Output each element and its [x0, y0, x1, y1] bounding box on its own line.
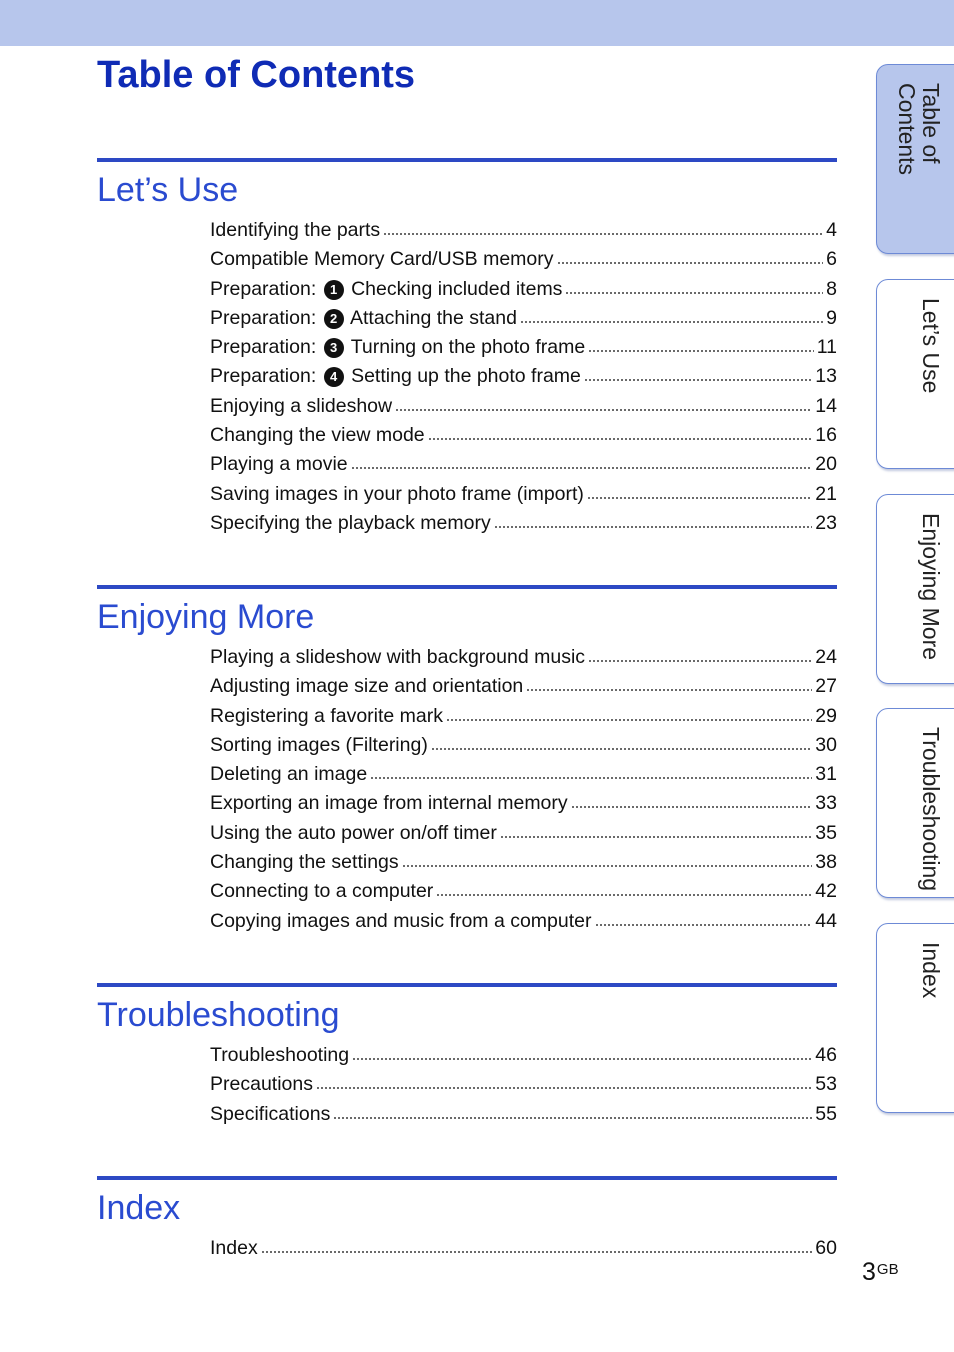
toc-entry-page: 33	[815, 792, 837, 815]
toc-entry[interactable]	[210, 1234, 837, 1263]
toc-entry-page: 30	[815, 733, 837, 756]
toc-entry-title	[210, 672, 523, 701]
dot-leader	[500, 836, 812, 838]
toc-entry-text: Setting up the photo frame	[351, 365, 581, 388]
toc-entry-page: 27	[815, 675, 837, 698]
section-divider	[97, 585, 837, 589]
dot-leader	[584, 379, 812, 381]
toc-entry-page: 14	[815, 394, 837, 417]
toc-entry-title	[210, 392, 392, 421]
toc-entry-text: Changing the settings	[210, 851, 399, 874]
toc-entries	[210, 1234, 837, 1263]
toc-entry-page: 29	[815, 704, 837, 727]
toc-entry[interactable]	[210, 1041, 837, 1070]
toc-entry-text: Connecting to a computer	[210, 880, 434, 903]
toc-entry-page: 4	[826, 219, 837, 241]
step-number-badge: 4	[324, 367, 344, 387]
toc-entry[interactable]	[210, 760, 837, 789]
section-index	[97, 1176, 837, 1263]
toc-entries	[210, 216, 837, 538]
section-divider	[97, 1176, 837, 1180]
toc-entry[interactable]	[210, 216, 837, 245]
toc-entry-text: Saving images in your photo frame (import)	[210, 482, 584, 505]
page-number	[862, 1258, 899, 1287]
toc-entry-title	[210, 362, 581, 391]
side-tab-label: Let’s Use	[918, 298, 944, 394]
toc-entry[interactable]	[210, 672, 837, 701]
toc-entry[interactable]	[210, 1100, 837, 1129]
toc-entry[interactable]	[210, 362, 837, 391]
toc-entry-text: Compatible Memory Card/USB memory	[210, 248, 554, 271]
toc-entry-title	[210, 643, 585, 672]
toc-entry-page: 24	[815, 646, 837, 668]
toc-entry-title	[210, 1070, 313, 1099]
dot-leader	[351, 467, 813, 469]
dot-leader	[588, 350, 814, 352]
toc-entry[interactable]	[210, 848, 837, 877]
toc-entry[interactable]	[210, 480, 837, 509]
toc-entry-page: 13	[815, 365, 837, 388]
toc-entry-page: 21	[815, 482, 837, 505]
toc-entry-title	[210, 245, 554, 274]
toc-entry-title	[210, 760, 367, 789]
toc-entry-page: 44	[815, 909, 837, 932]
toc-entry-page: 31	[815, 763, 837, 786]
toc-entry-prefix: Preparation:	[210, 306, 317, 329]
dot-leader	[333, 1117, 812, 1119]
dot-leader	[520, 321, 823, 323]
toc-entry-page: 6	[826, 248, 837, 271]
toc-entry-title	[210, 480, 584, 509]
dot-leader	[370, 777, 812, 779]
toc-entry-text: Identifying the parts	[210, 219, 381, 241]
toc-entry-prefix: Preparation:	[210, 365, 317, 388]
toc-entry-title	[210, 275, 562, 304]
toc-entry-page: 11	[816, 336, 837, 359]
toc-entry[interactable]	[210, 643, 837, 672]
side-tab-label: Index	[918, 942, 944, 999]
toc-entry-title	[210, 789, 568, 818]
toc-entry-text: Attaching the stand	[350, 306, 517, 329]
side-tab-index[interactable]	[876, 923, 954, 1113]
toc-entry-text: Adjusting image size and orientation	[210, 675, 524, 698]
toc-entries	[210, 643, 837, 936]
dot-leader	[557, 262, 824, 264]
toc-entry-title	[210, 877, 433, 906]
toc-entry-title	[210, 216, 380, 245]
dot-leader	[431, 748, 812, 750]
toc-entry-title	[210, 509, 491, 538]
toc-entry-text: Sorting images (Filtering)	[210, 733, 428, 756]
side-tab-enjoying-more[interactable]	[876, 494, 954, 684]
side-tab-troubleshooting[interactable]	[876, 708, 954, 898]
dot-leader	[588, 660, 812, 662]
section-enjoying-more	[97, 585, 837, 936]
toc-entry[interactable]	[210, 421, 837, 450]
toc-entry-title	[210, 848, 399, 877]
toc-entry-text: Enjoying a slideshow	[210, 394, 393, 417]
toc-entry-title	[210, 450, 348, 479]
section-lets-use	[97, 158, 837, 538]
toc-entry-text: Turning on the photo frame	[350, 336, 586, 359]
toc-entry-text: Specifications	[210, 1102, 331, 1125]
toc-entry-text: Playing a movie	[210, 453, 348, 476]
toc-entry[interactable]	[210, 789, 837, 818]
toc-entry[interactable]	[210, 392, 837, 421]
toc-entry[interactable]	[210, 450, 837, 479]
section-title[interactable]: Index	[97, 1189, 181, 1227]
page-suffix: GB	[876, 1261, 899, 1278]
toc-entry[interactable]	[210, 333, 837, 362]
toc-entry-title	[210, 819, 497, 848]
page-title: Table of Contents	[97, 54, 416, 96]
section-divider	[97, 983, 837, 987]
side-tab-label: Enjoying More	[918, 513, 944, 661]
side-tab-label: Table of Contents	[894, 83, 944, 176]
dot-leader	[383, 233, 823, 235]
section-title[interactable]: Let’s Use	[97, 171, 239, 209]
toc-entry-text: Precautions	[210, 1073, 313, 1096]
toc-entry-page: 8	[826, 277, 837, 300]
page-number-value: 3	[862, 1258, 876, 1286]
toc-entry-title	[210, 1234, 258, 1263]
toc-entry-page: 42	[815, 880, 837, 903]
dot-leader	[436, 894, 812, 896]
section-title[interactable]: Enjoying More	[97, 598, 315, 636]
toc-entry[interactable]	[210, 509, 837, 538]
dot-leader	[428, 438, 813, 440]
toc-entry-prefix: Preparation:	[210, 336, 317, 359]
toc-entry-text: Checking included items	[351, 277, 563, 300]
toc-entry-text: Changing the view mode	[210, 424, 425, 447]
toc-entry-title	[210, 333, 585, 362]
side-tab-label: Troubleshooting	[918, 727, 944, 892]
dot-leader	[402, 865, 813, 867]
toc-entry[interactable]	[210, 702, 837, 731]
toc-entry-text: Specifying the playback memory	[210, 511, 491, 534]
toc-entry-page: 20	[815, 453, 837, 476]
toc-entry-text: Using the auto power on/off timer	[210, 821, 497, 844]
toc-entry-text: Exporting an image from internal memory	[210, 792, 568, 815]
dot-leader	[494, 526, 813, 528]
step-number-badge: 3	[324, 338, 344, 358]
toc-entry-page: 60	[815, 1237, 837, 1259]
toc-entry-page: 23	[815, 511, 837, 534]
toc-entry-title	[210, 731, 428, 760]
dot-leader	[526, 689, 812, 691]
toc-entry-text: Deleting an image	[210, 763, 368, 786]
side-tab-lets-use[interactable]	[876, 279, 954, 469]
toc-entry-title	[210, 421, 425, 450]
header-band	[0, 0, 954, 46]
toc-entries	[210, 1041, 837, 1129]
toc-entry-page: 46	[815, 1044, 837, 1066]
dot-leader	[571, 806, 813, 808]
toc-entry-text: Registering a favorite mark	[210, 704, 444, 727]
toc-entry-text: Playing a slideshow with background music	[210, 646, 586, 668]
toc-entry-page: 55	[815, 1102, 837, 1125]
toc-entry[interactable]	[210, 245, 837, 274]
dot-leader	[261, 1251, 813, 1253]
toc-entry-page: 16	[815, 424, 837, 447]
toc-entry-title	[210, 1100, 330, 1129]
section-troubleshooting	[97, 983, 837, 1129]
toc-entry[interactable]	[210, 1070, 837, 1099]
toc-entry-text: Index	[210, 1237, 258, 1259]
step-number-badge: 1	[324, 280, 344, 300]
toc-entry-page: 35	[815, 821, 837, 844]
toc-entry[interactable]	[210, 877, 837, 906]
toc-entry-page: 9	[826, 306, 837, 329]
dot-leader	[395, 409, 812, 411]
toc-entry[interactable]	[210, 731, 837, 760]
toc-entry-text: Troubleshooting	[210, 1044, 350, 1066]
toc-entry[interactable]	[210, 304, 837, 333]
side-tab-table-of-contents[interactable]	[876, 64, 954, 254]
toc-entry-text: Copying images and music from a computer	[210, 909, 592, 932]
toc-entry[interactable]	[210, 907, 837, 936]
toc-entry-title	[210, 304, 517, 333]
toc-entry-page: 38	[815, 851, 837, 874]
section-divider	[97, 158, 837, 162]
toc-entry-title	[210, 702, 443, 731]
toc-entry[interactable]	[210, 275, 837, 304]
dot-leader	[565, 292, 823, 294]
dot-leader	[595, 924, 813, 926]
dot-leader	[352, 1058, 812, 1060]
step-number-badge: 2	[324, 309, 344, 329]
toc-entry-page: 53	[815, 1073, 837, 1096]
toc-entry-title	[210, 907, 592, 936]
dot-leader	[587, 497, 812, 499]
section-title[interactable]: Troubleshooting	[97, 996, 340, 1034]
dot-leader	[316, 1087, 812, 1089]
toc-entry[interactable]	[210, 819, 837, 848]
toc-entry-prefix: Preparation:	[210, 277, 317, 300]
dot-leader	[446, 719, 812, 721]
toc-entry-title	[210, 1041, 349, 1070]
